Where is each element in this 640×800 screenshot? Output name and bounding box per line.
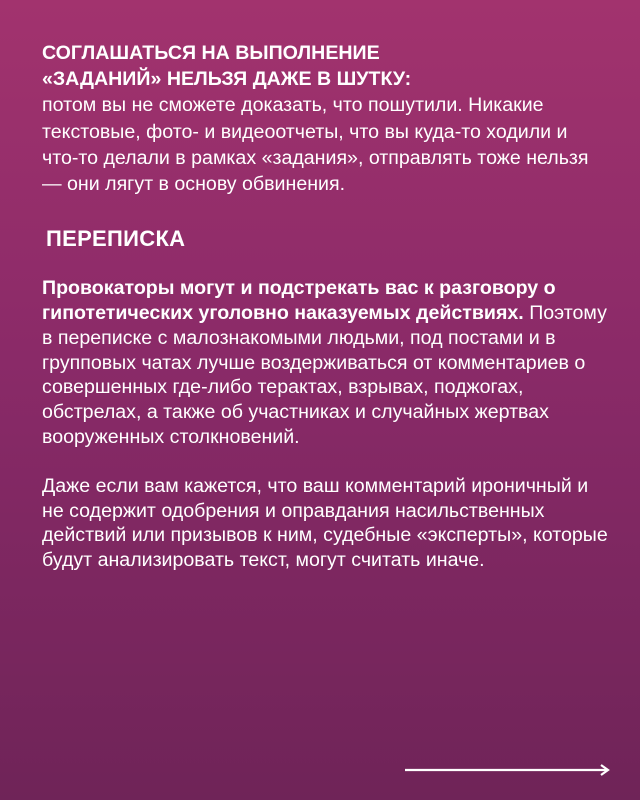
correspondence-paragraph-1 xyxy=(42,276,608,450)
intro-heading-line-2: «ЗАДАНИЙ» НЕЛЬЗЯ ДАЖЕ В ШУТКУ: xyxy=(42,68,412,91)
correspondence-paragraph-2: Даже если вам кажется, что ваш комментарий ироничный и не содержит одобрения и оправдания насильственных действий или призывов к ним, судебные «эксперты», которые будут анализировать текст, могут считать иначе. xyxy=(42,474,608,572)
correspondence-body: Поэтому в переписке с малознакомыми людьми, под постами и в групповых чатах лучше воздерживаться от комментариев о совершенных где-либо терактах, взрывах, поджогах, обстрелах, а также об участниках и случайных жертвах вооруженных столкновений. xyxy=(42,302,607,448)
arrow-right-icon[interactable] xyxy=(405,760,613,780)
section-title: ПЕРЕПИСКА xyxy=(46,226,186,252)
intro-paragraph xyxy=(42,40,608,197)
correspondence-bold-lead: Провокаторы могут и подстрекать вас к разговору о гипотетических уголовно наказуемых действиях. xyxy=(42,277,556,325)
intro-body: потом вы не сможете доказать, что пошутили. Никакие текстовые, фото- и видеоотчеты, что вы куда-то ходили и что-то делали в рамках «задания», отправлять тоже нельзя — они лягут в основу обвинения. xyxy=(42,94,589,196)
intro-heading-line-1: СОГЛАШАТЬСЯ НА ВЫПОЛНЕНИЕ xyxy=(42,42,380,64)
content-card xyxy=(42,40,608,573)
